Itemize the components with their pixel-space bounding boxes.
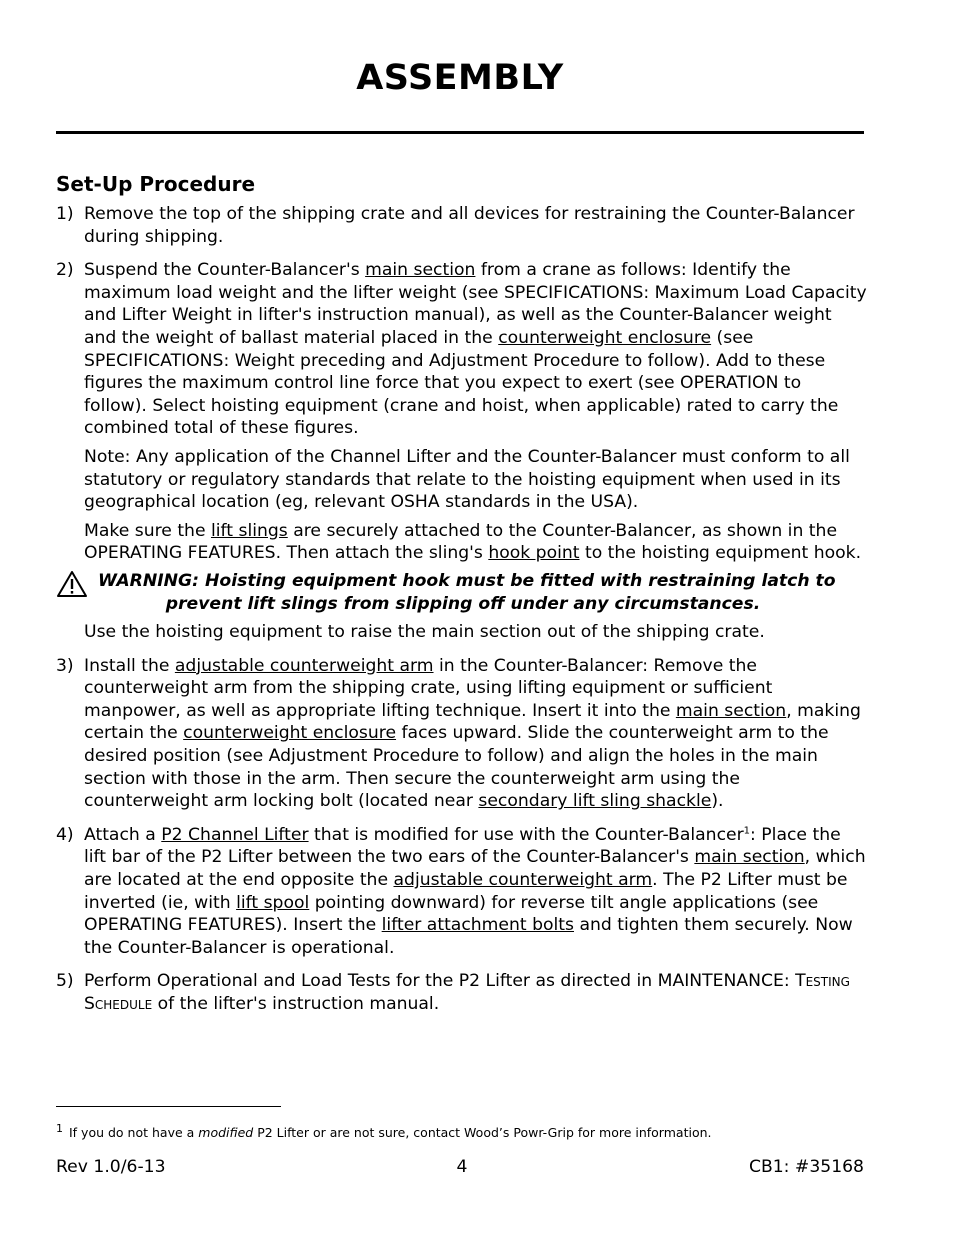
step-2 (56, 259, 868, 565)
step-4: 4) Attach a P2 Channel Lifter that is modified for use with the Counter-Balancer$^1$: Place the lift bar of the P2 Lifter between the two ears of the Counter-Balancer's main section, which are located at the end opposite the adjustable counterweight arm. The P2 Lifter must be inverted (ie, with lift spool pointing downward) for reverse tilt angle applications (see OPERATING FEATURES). Insert the lifter attachment bolts and tighten them securely. Now the Counter-Balancer is operational. (56, 824, 866, 958)
footnote-mark: 1 (56, 1121, 63, 1135)
warning-line-1: WARNING: Hoisting equipment hook must be fitted with restraining latch to (98, 570, 836, 591)
footnote: $^1$ If you do not have a modified P2 Lifter or are not sure, contact Wood’s Powr-Grip for more information. (56, 1121, 712, 1140)
term-secondary-lift-sling-shackle: secondary lift sling shackle (478, 791, 712, 812)
term-adjustable-counterweight-arm: adjustable counterweight arm (174, 655, 434, 676)
step-number: 1) (56, 204, 74, 224)
step-number: 5) (56, 971, 74, 992)
page-number: 4 (456, 1157, 468, 1177)
step-2-paragraph-3: Make sure the lift slings are securely attached to the Counter-Balancer, as shown in the OPERATING FEATURES. Then attach the sling's hook point to the hoisting equipment hook. (84, 520, 862, 564)
term-main-section: main section (365, 260, 476, 281)
footnote-reference: 1 (743, 825, 751, 837)
procedure-body (56, 203, 868, 1027)
page-title: ASSEMBLY (356, 58, 564, 98)
footnote-emphasis: modified (198, 1125, 254, 1140)
term-adjustable-counterweight-arm: adjustable counterweight arm (393, 870, 653, 891)
document-id: CB1: #35168 (748, 1157, 864, 1177)
title-divider (56, 131, 864, 134)
step-1 (56, 203, 868, 248)
step-5: 5) Perform Operational and Load Tests for the P2 Lifter as directed in MAINTENANCE: Testing Schedule of the lifter's instruction manual. (56, 971, 850, 1014)
warning-box (56, 570, 868, 615)
revision-label: Rev 1.0/6-13 (56, 1157, 166, 1177)
term-lift-spool: lift spool (236, 892, 310, 913)
term-p2-channel-lifter: P2 Channel Lifter (161, 824, 309, 845)
term-lifter-attachment-bolts: lifter attachment bolts (381, 915, 574, 936)
step-2-paragraph-1: Suspend the Counter-Balancer's main section from a crane as follows: Identify the maximum load weight and the lifter weight (see SPECIFICATIONS: Maximum Load Capacity and Lifter Weight in lifter's instruction manual), as well as the Counter-Balancer weight and the weight of ballast material placed in the counterweight enclosure (see SPECIFICATIONS: Weight preceding and Adjustment Procedure to follow). Add to these figures the maximum control line force that you expect to exert (see OPERATION to follow). Select hoisting equipment (crane and hoist, when applicable) rated to carry the combined total of these figures. (84, 260, 867, 439)
warning-triangle-icon (56, 570, 88, 605)
term-hook-point: hook point (488, 543, 580, 564)
step-2-paragraph-4: Use the hoisting equipment to raise the main section out of the shipping crate. (84, 622, 765, 643)
term-main-section: main section (694, 847, 805, 868)
step-2-continued (56, 621, 868, 644)
small-caps-schedule: Schedule (84, 994, 153, 1014)
term-lift-slings: lift slings (210, 520, 288, 541)
section-heading: Set-Up Procedure (56, 172, 256, 196)
small-caps-testing: Testing (795, 971, 850, 992)
step-number: 2) (56, 260, 74, 281)
footnote-divider (56, 1106, 281, 1107)
step-2-note: Note: Any application of the Channel Lifter and the Counter-Balancer must conform to all statutory or regulatory standards that relate to the hoisting equipment when used in its geographical location (eg, relevant OSHA standards in the USA). (84, 446, 850, 513)
step-3: 3) Install the adjustable counterweight arm in the Counter-Balancer: Remove the counterweight arm from the shipping crate, using lifting equipment or sufficient manpower, as well as appropriate lifting technique. Insert it into the main section, making certain the counterweight enclosure faces upward. Slide the counterweight arm to the desired position (see Adjustment Procedure to follow) and align the holes in the main section with those in the arm. Then secure the counterweight arm using the counterweight arm locking bolt (located near secondary lift sling shackle). (56, 655, 861, 812)
step-number: 3) (56, 655, 74, 676)
term-counterweight-enclosure: counterweight enclosure (183, 723, 397, 744)
step-number: 4) (56, 824, 74, 845)
term-main-section: main section (675, 700, 787, 721)
warning-line-2: prevent lift slings from slipping off under any circumstances. (165, 593, 761, 614)
step-text: Remove the top of the shipping crate and all devices for restraining the Counter-Balancer during shipping. (84, 204, 855, 247)
term-counterweight-enclosure: counterweight enclosure (498, 327, 712, 348)
